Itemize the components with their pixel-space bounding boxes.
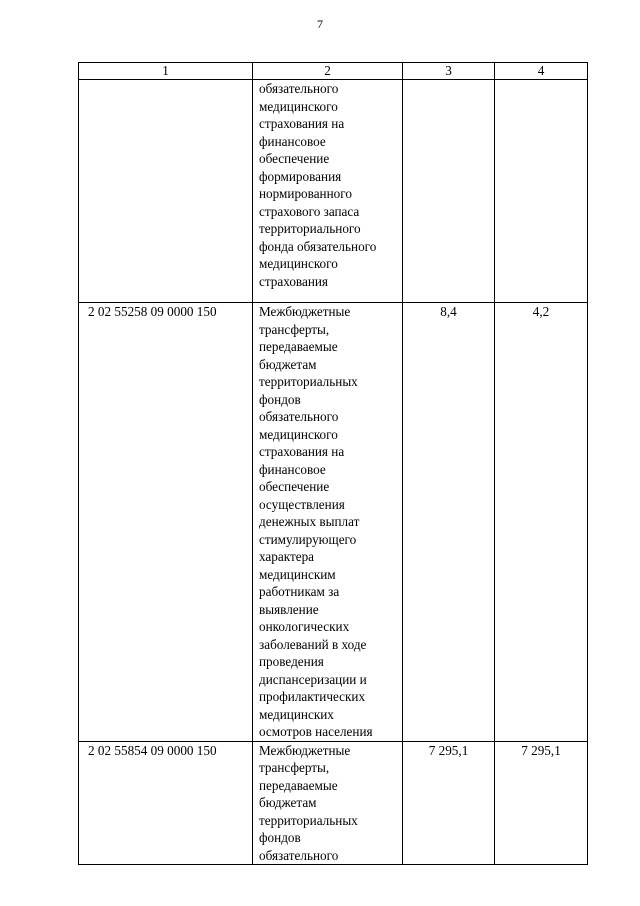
description-line: медицинского <box>259 98 338 114</box>
description-line: обязательного <box>259 847 339 863</box>
budget-code-cell: 2 02 55854 09 0000 150 <box>79 741 253 865</box>
description-line: территориальных <box>259 812 358 828</box>
description-line: территориальных <box>259 374 358 389</box>
description-line: страхования <box>259 273 328 289</box>
description-line: фондов <box>259 391 301 407</box>
description-line: страхования на <box>259 444 345 459</box>
amount-col4-cell: 7 295,1 <box>495 741 588 865</box>
amount-col3-cell: 8,4 <box>403 303 495 742</box>
description-line: бюджетам <box>259 356 317 372</box>
description-line: фондов <box>259 830 301 845</box>
description-line: передаваемые <box>259 777 338 793</box>
description-line: обеспечение <box>259 479 330 494</box>
description-line: нормированного <box>259 186 352 201</box>
description-line: медицинских <box>259 706 334 722</box>
table-header-row <box>79 63 588 80</box>
description-line: обеспечение <box>259 151 330 166</box>
description-line: фонда обязательного <box>259 238 377 254</box>
description-line: бюджетам <box>259 795 317 810</box>
page-number: 7 <box>317 17 323 31</box>
description-line: проведения <box>259 654 324 669</box>
description-line: Межбюджетные <box>259 304 351 319</box>
description-cell <box>253 303 403 742</box>
description-line: трансферты, <box>259 321 330 337</box>
description-line: обязательного <box>259 81 339 96</box>
description-line: стимулирующего <box>259 531 357 547</box>
description-line: финансовое <box>259 461 326 477</box>
budget-code-cell <box>79 80 253 303</box>
description-line: формирования <box>259 168 342 184</box>
description-line: трансферты, <box>259 760 330 775</box>
amount-col4-cell: 4,2 <box>495 303 588 742</box>
column-header-4: 4 <box>495 63 588 80</box>
column-header-1: 1 <box>79 63 253 80</box>
description-line: территориального <box>259 221 361 236</box>
description-line: страхования на <box>259 116 345 131</box>
description-line: Межбюджетные <box>259 742 351 758</box>
description-line: денежных выплат <box>259 514 360 529</box>
description-line: работникам за <box>259 584 340 599</box>
description-line: медицинского <box>259 256 338 271</box>
description-line: выявление <box>259 601 319 617</box>
description-line: обязательного <box>259 409 339 424</box>
column-header-2: 2 <box>253 63 403 80</box>
description-line: передаваемые <box>259 339 338 354</box>
description-line: характера <box>259 549 315 564</box>
description-line: медицинским <box>259 566 336 582</box>
table-row <box>79 80 588 303</box>
budget-code-cell: 2 02 55258 09 0000 150 <box>79 303 253 742</box>
description-line: медицинского <box>259 426 338 442</box>
budget-table <box>78 62 588 865</box>
description-line: заболеваний в ходе <box>259 636 367 652</box>
description-line: профилактических <box>259 689 366 704</box>
description-line: осуществления <box>259 496 345 512</box>
description-line: осмотров населения <box>259 724 373 739</box>
description-line: финансовое <box>259 133 326 149</box>
description-line: диспансеризации и <box>259 671 367 687</box>
description-line: страхового запаса <box>259 203 360 219</box>
amount-col3-cell: 7 295,1 <box>403 741 495 865</box>
table-row <box>79 303 588 742</box>
description-cell <box>253 80 403 303</box>
description-cell <box>253 741 403 865</box>
amount-col3-cell <box>403 80 495 303</box>
table-row <box>79 741 588 865</box>
amount-col4-cell <box>495 80 588 303</box>
description-line: онкологических <box>259 619 350 634</box>
column-header-3: 3 <box>403 63 495 80</box>
